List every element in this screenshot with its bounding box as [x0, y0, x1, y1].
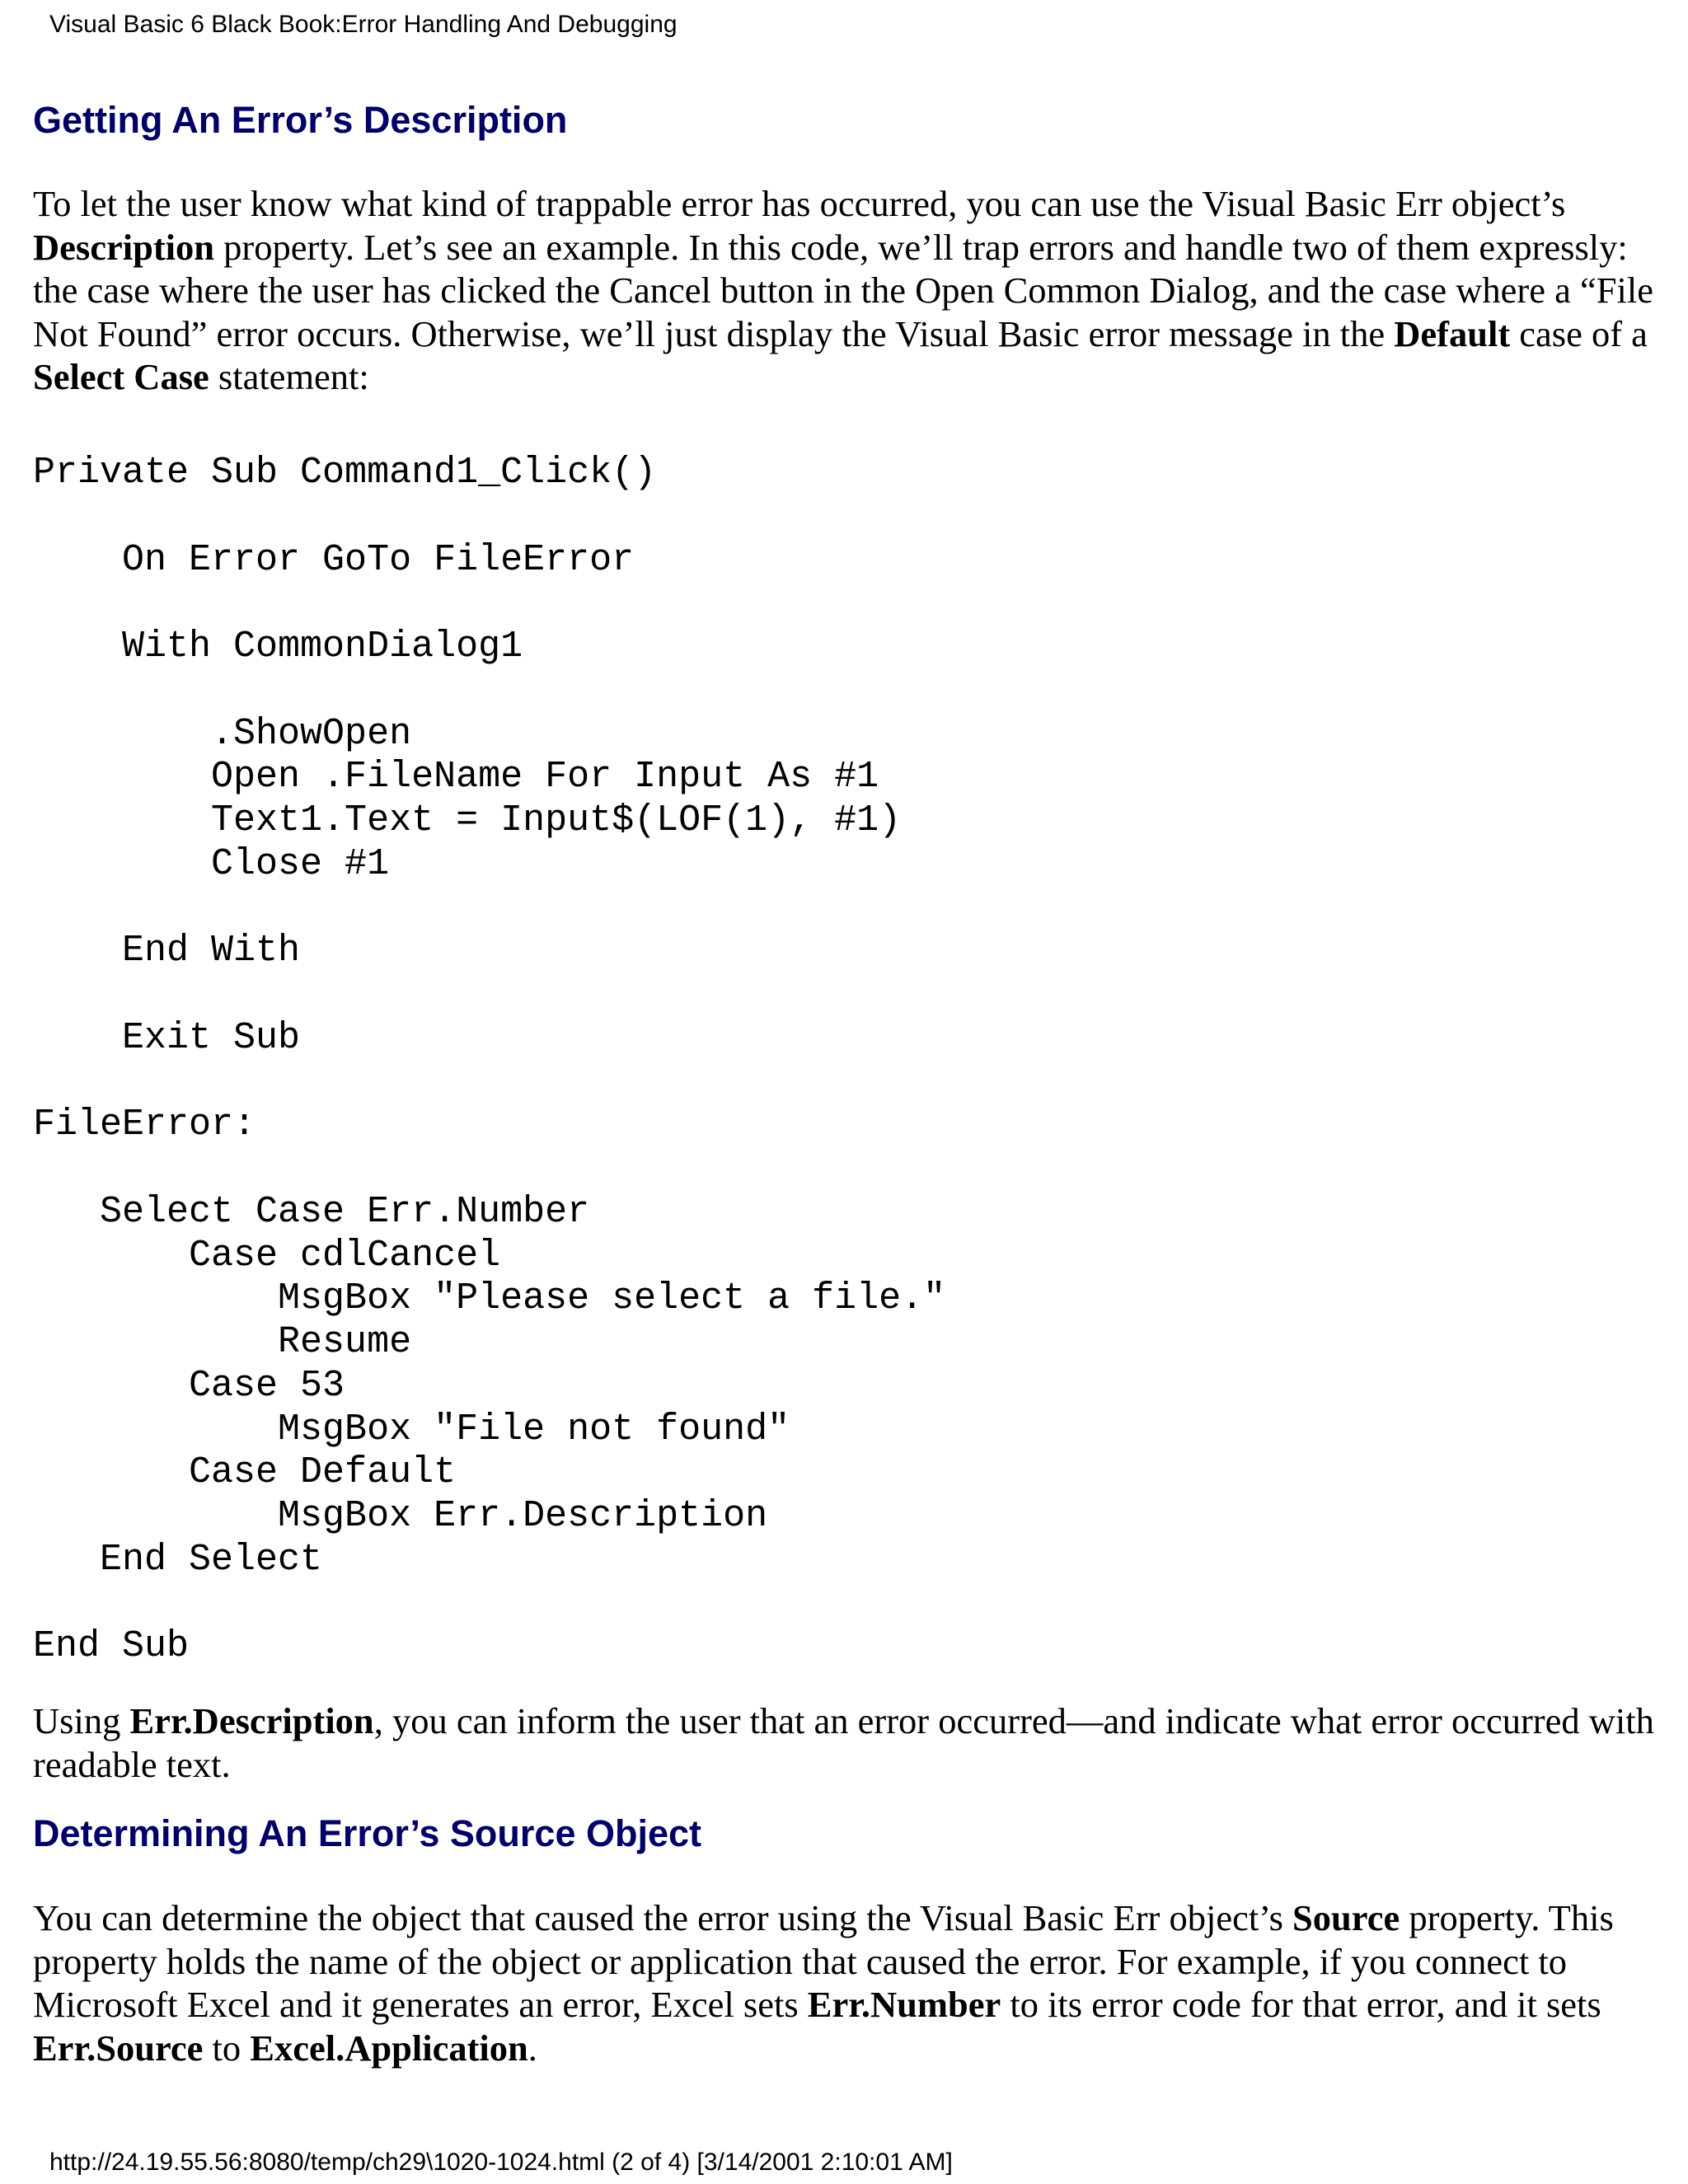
bold-term: Description	[33, 226, 215, 268]
code-line: Case cdlCancel	[33, 1234, 501, 1277]
intro-paragraph	[33, 182, 1661, 399]
code-line: Close #1	[33, 842, 390, 885]
page-header: Visual Basic 6 Black Book:Error Handling And Debugging	[49, 11, 678, 38]
code-line: Private Sub Command1_Click()	[33, 452, 657, 494]
text-run: , you can inform the user that an error occurred—and indicate what error occurred with readable text.	[33, 1700, 1654, 1785]
code-line	[33, 1582, 945, 1626]
text-run: property. This property holds the name of the object or application that caused the error. For example, if you connect to Microsoft Excel and it generates an error, Excel sets	[33, 1897, 1614, 2025]
text-run: .	[528, 2027, 537, 2069]
code-line	[33, 582, 945, 626]
text-run: Using	[33, 1700, 130, 1741]
bold-term: Select Case	[33, 356, 209, 397]
bold-term: Err.Number	[807, 1984, 1001, 2025]
code-line	[33, 669, 945, 713]
page-footer-url: http://24.19.55.56:8080/temp/ch29\1020-1024.html (2 of 4) [3/14/2001 2:10:01 AM]	[49, 2149, 953, 2176]
code-line: MsgBox "Please select a file."	[33, 1277, 946, 1320]
code-line: Select Case Err.Number	[33, 1190, 590, 1233]
code-line	[33, 1061, 945, 1104]
code-line: Case 53	[33, 1364, 345, 1407]
code-line: Resume	[33, 1321, 412, 1363]
code-line: Open .FileName For Input As #1	[33, 756, 879, 799]
text-run: to its error code for that error, and it sets	[1001, 1984, 1601, 2025]
code-line: Text1.Text = Input$(LOF(1), #1)	[33, 799, 902, 841]
code-line: End With	[33, 930, 301, 972]
code-listing	[33, 452, 945, 1669]
section-heading-error-source: Determining An Error’s Source Object	[33, 1812, 702, 1854]
text-run: property. Let’s see an example. In this code, we’ll trap errors and handle two of them expressly: the case where the user has clicked the Cancel button in the Open Common Dialog, and the case where a “File Not Found” error occurs. Otherwise, we’ll just display the Visual Basic error message in the	[33, 226, 1653, 354]
code-line: MsgBox Err.Description	[33, 1495, 768, 1537]
source-property-paragraph	[33, 1896, 1661, 2069]
text-run: You can determine the object that caused the error using the Visual Basic Err object’s	[33, 1897, 1293, 1938]
bold-term: Excel.Application	[250, 2027, 528, 2069]
code-line	[33, 495, 945, 539]
code-line	[33, 1147, 945, 1191]
code-line: MsgBox "File not found"	[33, 1408, 790, 1451]
code-line: End Select	[33, 1538, 323, 1581]
code-line	[33, 973, 945, 1017]
text-run: to	[203, 2027, 251, 2069]
code-line: FileError:	[33, 1104, 256, 1146]
bold-term: Source	[1292, 1897, 1400, 1938]
code-line: With CommonDialog1	[33, 626, 523, 668]
bold-term: Err.Source	[33, 2027, 204, 2069]
bold-term: Default	[1394, 312, 1511, 354]
text-run: To let the user know what kind of trappable error has occurred, you can use the Visual Basic Err object’s	[33, 183, 1566, 224]
description-usage-paragraph	[33, 1699, 1661, 1786]
text-run: case of a	[1510, 312, 1648, 354]
section-heading-error-description: Getting An Error’s Description	[33, 99, 568, 141]
code-line: Case Default	[33, 1451, 457, 1494]
code-line: End Sub	[33, 1625, 190, 1668]
bold-term: Err.Description	[129, 1700, 374, 1741]
text-run: statement:	[209, 356, 369, 397]
code-line: .ShowOpen	[33, 712, 412, 755]
code-line: Exit Sub	[33, 1016, 301, 1059]
code-line	[33, 887, 945, 930]
code-line: On Error GoTo FileError	[33, 538, 635, 581]
